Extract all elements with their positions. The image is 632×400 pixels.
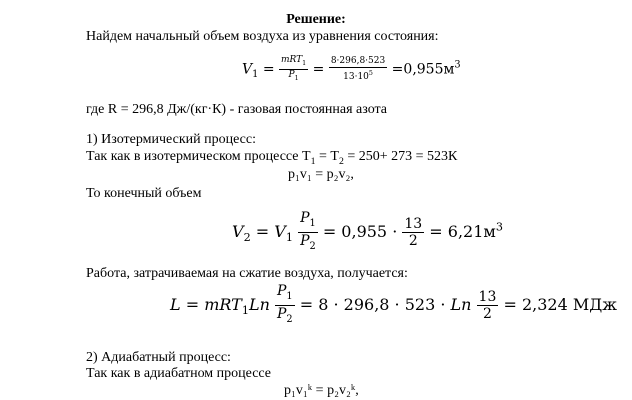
equation-state: $V_1$ = $\frac{mRT_1}{P_1}$ = $\frac{8\cdot 296,8\cdot 523}{13\cdot 10^5}$ $=0,955м^3$ <box>242 55 461 82</box>
eq2-result: = 6,21м <box>429 221 496 241</box>
isothermal-equation: p₁v₁ = p₂v₂, <box>288 167 354 182</box>
gas-constant-text: где R = 296,8 Дж/(кг·К) - газовая постоянная азота <box>86 102 388 117</box>
eq1-lhs: V <box>242 61 253 78</box>
solution-heading: Решение: <box>286 12 346 27</box>
equation-work: L = mRT$_1$Ln $\frac{P_1}{P_2}$ = 8 · 296,8 · 523 · Ln $\frac{13}{2}$ = 2,324 МДж <box>170 283 617 328</box>
eq1-lhs-sub: 1 <box>252 69 259 81</box>
adiabatic-equation: p₁v₁ᵏ = p₂v₂ᵏ, <box>284 383 359 398</box>
isothermal-condition: Так как в изотермическом процессе $Т_1 = Т_2 = 250+ 273 = 523К$ <box>86 149 458 167</box>
section1-title: 1) Изотермический процесс: <box>86 132 256 147</box>
eq1-fraction-numeric: $\frac{8\cdot 296,8\cdot 523}{13\cdot 10^5}$ <box>330 55 386 82</box>
eq3-fraction-pressure: $\frac{P_1}{P_2}$ <box>276 283 293 325</box>
eq3-fraction-numeric: $\frac{13}{2}$ <box>478 288 497 322</box>
equation-final-volume: $V_2 = V_1$ $\frac{P_1}{P_2}$ = 0,955 · $\frac{13}{2}$ = $6,21м^3$ <box>232 210 503 255</box>
section2-title: 2) Адиабатный процесс: <box>86 350 231 365</box>
intro-text: Найдем начальный объем воздуха из уравнения состояния: <box>86 29 439 44</box>
eq3-result: = 2,324 МДж <box>503 294 617 314</box>
eq1-fraction-symbolic: $\frac{mRT_1}{P_1}$ <box>281 55 307 82</box>
eq1-result: 0,955м <box>403 61 455 78</box>
eq2-fraction-pressure: $\frac{P_1}{P_2}$ <box>300 210 316 252</box>
eq2-fraction-numeric: $\frac{13}{2}$ <box>404 215 423 249</box>
adiabatic-condition: Так как в адиабатном процессе <box>86 366 272 381</box>
work-text: Работа, затрачиваемая на сжатие воздуха, получается: <box>86 266 408 281</box>
final-volume-text: То конечный объем <box>86 186 202 201</box>
